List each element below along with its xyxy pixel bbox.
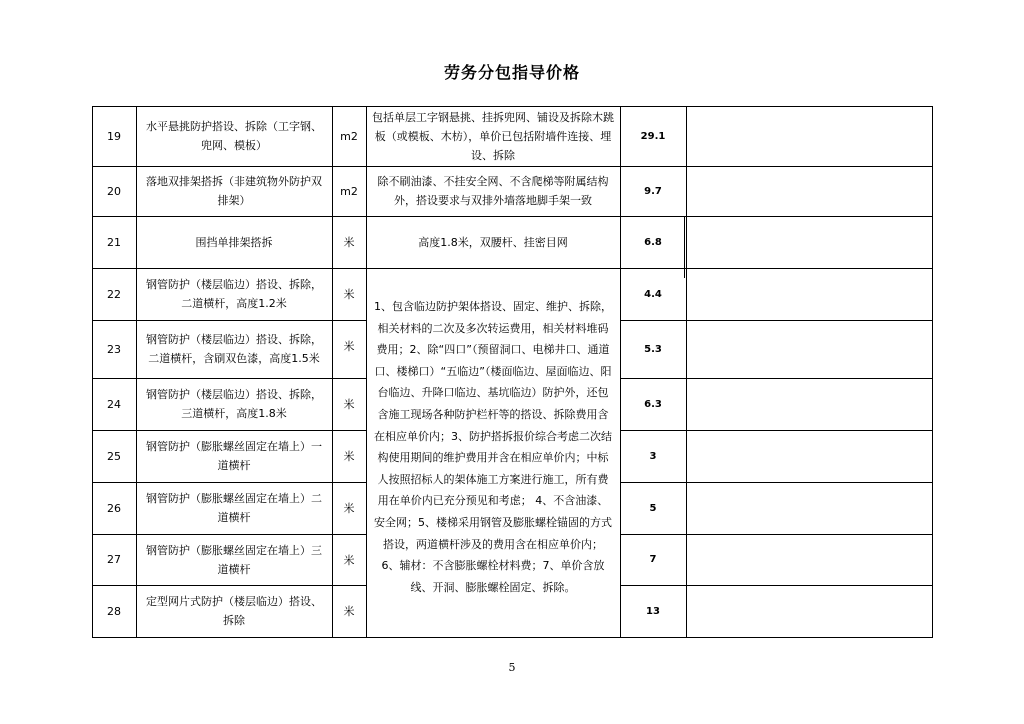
- unit-price: 13: [646, 605, 660, 617]
- item-name: 钢管防护（楼层临边）搭设、拆除，三道横杆，高度1.8米: [146, 388, 322, 420]
- item-unit: m2: [340, 129, 358, 143]
- row-number: 21: [107, 235, 121, 249]
- unit-price: 4.4: [644, 288, 662, 300]
- column-divider: [136, 106, 137, 638]
- row-number: 27: [107, 553, 121, 566]
- column-divider: [686, 106, 687, 638]
- item-unit: 米: [343, 450, 355, 463]
- unit-price: 3: [649, 450, 657, 462]
- item-name: 钢管防护（楼层临边）搭设、拆除，二道横杆，高度1.2米: [146, 278, 322, 310]
- column-divider: [366, 106, 367, 638]
- row-number: 26: [107, 501, 121, 515]
- unit-price: 7: [649, 554, 657, 565]
- item-description: 除不刷油漆、不挂安全网、不含爬梯等附属结构外，搭设要求与双排外墙落地脚手架一致: [377, 175, 609, 207]
- row-number: 25: [107, 449, 121, 463]
- item-unit: 米: [343, 554, 355, 567]
- page-title: 劳务分包指导价格: [443, 63, 580, 82]
- table-border: [92, 637, 933, 638]
- item-description: 高度1.8米，双腰杆、挂密目网: [418, 235, 568, 249]
- row-number: 19: [107, 129, 121, 143]
- item-unit: m2: [340, 184, 358, 198]
- item-name: 定型网片式防护（楼层临边）搭设、拆除: [146, 595, 322, 627]
- unit-price: 9.7: [644, 185, 662, 197]
- row-number: 20: [107, 184, 121, 198]
- row-number: 28: [107, 604, 121, 618]
- item-unit: 米: [343, 340, 355, 353]
- row-number: 22: [107, 287, 121, 301]
- merged-description: 1、包含临边防护架体搭设、固定、维护、拆除，相关材料的二次及多次转运费用，相关材料堆码费用；2、除“四口”（预留洞口、电梯井口、通道口、楼梯口）“五临边”（楼面临边、屋面临边、阳台临边、升降口临边、基坑临边）防护外，还包含施工现场各种防护栏杆等的搭设、拆除费用含在相应单价内；3、防护搭拆报价综合考虑二次结构使用期间的维护费用并含在相应单价内；中标人按照招标人的架体施工方案进行施工，所有费用在单价内已充分预见和考虑； 4、不含油漆、安全网；5、楼梯采用钢管及膨胀螺栓锚固的方式搭设，两道横杆涉及的费用含在相应单价内； 6、辅材：不含膨胀螺栓材料费；7、单价含放线、开洞、膨胀螺栓固定、拆除。: [374, 300, 612, 594]
- item-name: 钢管防护（膨胀螺丝固定在墙上）一道横杆: [146, 440, 322, 472]
- item-unit: 米: [343, 502, 355, 515]
- unit-price: 29.1: [640, 130, 666, 142]
- item-unit: 米: [343, 235, 355, 249]
- item-name: 围挡单排架搭拆: [195, 235, 273, 249]
- table-border: [932, 106, 933, 638]
- unit-price: 5.3: [644, 343, 662, 355]
- item-unit: 米: [343, 398, 355, 411]
- page-number: 5: [508, 661, 516, 674]
- item-name: 钢管防护（膨胀螺丝固定在墙上）二道横杆: [146, 492, 322, 524]
- item-name: 落地双排架搭拆（非建筑物外防护双排架）: [146, 175, 322, 207]
- item-name: 钢管防护（膨胀螺丝固定在墙上）三道横杆: [146, 543, 322, 576]
- item-name: 水平悬挑防护搭设、拆除（工字钢、兜网、模板）: [146, 120, 322, 152]
- item-description: 包括单层工字钢悬挑、挂拆兜网、铺设及拆除木跳板（或模板、木枋），单价已包括附墙件连接、埋设、拆除: [372, 110, 614, 162]
- unit-price: 6.3: [644, 398, 662, 410]
- row-number: 24: [107, 397, 121, 411]
- item-unit: 米: [343, 288, 355, 301]
- item-name: 钢管防护（楼层临边）搭设、拆除，二道横杆，含刷双色漆，高度1.5米: [146, 333, 322, 365]
- item-unit: 米: [343, 605, 355, 618]
- unit-price: 6.8: [644, 236, 662, 248]
- row-number: 23: [107, 342, 121, 356]
- unit-price: 5: [649, 502, 657, 514]
